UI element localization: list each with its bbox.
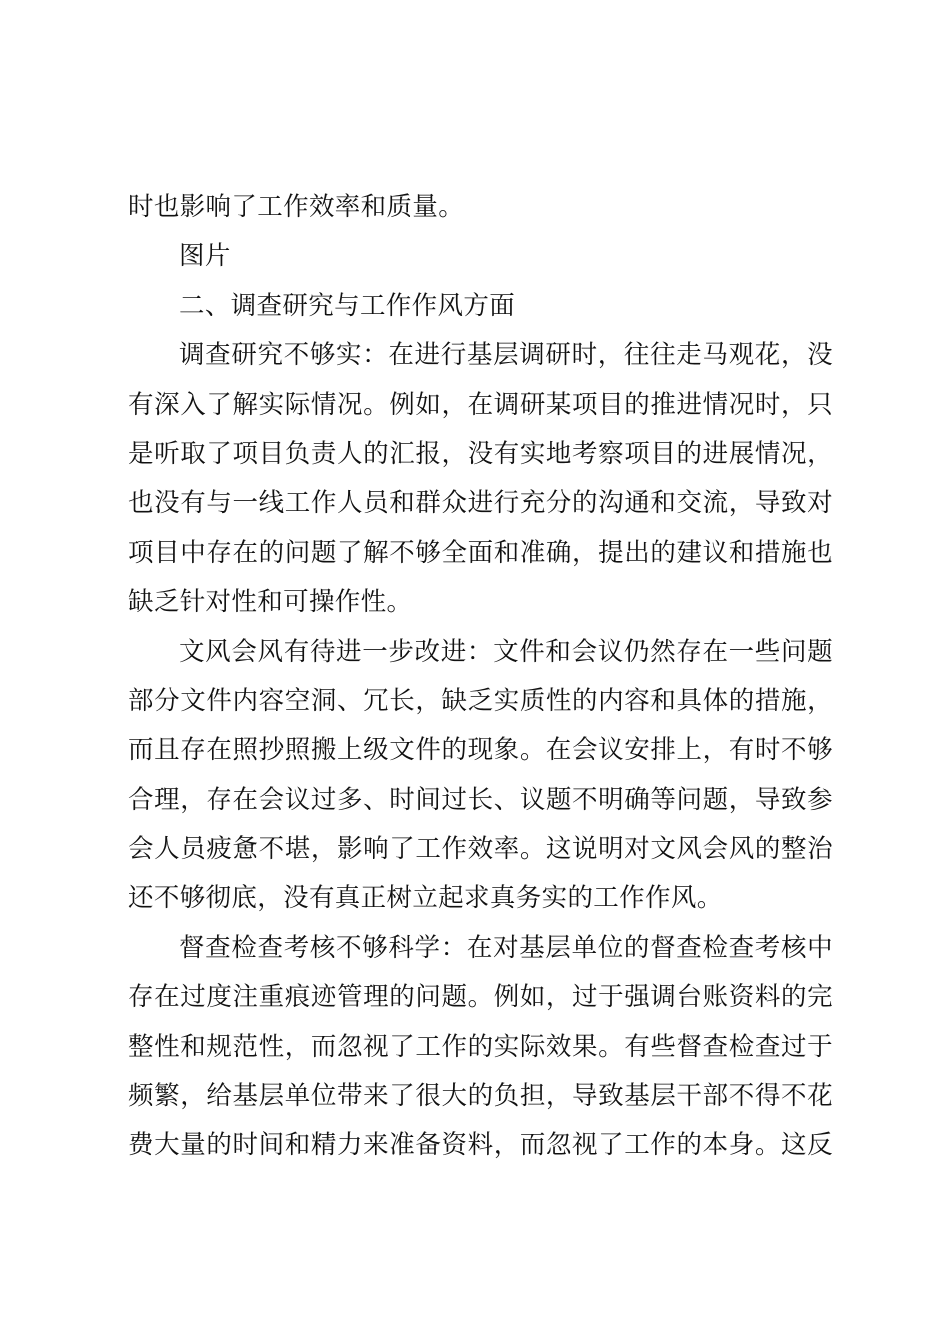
paragraph-line: 部分文件内容空洞、冗长，缺乏实质性的内容和具体的措施， xyxy=(128,685,833,716)
paragraph-line: 项目中存在的问题了解不够全面和准确，提出的建议和措施也 xyxy=(128,537,833,568)
paragraph-line: 还不够彻底，没有真正树立起求真务实的工作作风。 xyxy=(128,883,723,914)
paragraph-line: 费大量的时间和精力来准备资料，而忽视了工作的本身。这反 xyxy=(128,1130,833,1161)
paragraph-line: 会人员疲惫不堪，影响了工作效率。这说明对文风会风的整治 xyxy=(128,834,833,865)
paragraph-line: 是听取了项目负责人的汇报，没有实地考察项目的进展情况， xyxy=(128,438,833,469)
paragraph-line: 存在过度注重痕迹管理的问题。例如，过于强调台账资料的完 xyxy=(128,982,833,1013)
paragraph-line: 调查研究不够实：在进行基层调研时，往往走马观花，没 xyxy=(179,340,833,371)
paragraph-line: 整性和规范性，而忽视了工作的实际效果。有些督查检查过于 xyxy=(128,1031,833,1062)
text-line: 时也影响了工作效率和质量。 xyxy=(128,192,465,222)
paragraph-line: 合理，存在会议过多、时间过长、议题不明确等问题，导致参 xyxy=(128,784,833,815)
paragraph-line: 缺乏针对性和可操作性。 xyxy=(128,587,413,618)
paragraph-line: 也没有与一线工作人员和群众进行充分的沟通和交流，导致对 xyxy=(128,488,833,519)
paragraph-line: 频繁，给基层单位带来了很大的负担，导致基层干部不得不花 xyxy=(128,1081,833,1112)
paragraph-line: 督查检查考核不够科学：在对基层单位的督查检查考核中 xyxy=(179,932,833,963)
paragraph-line: 有深入了解实际情况。例如，在调研某项目的推进情况时，只 xyxy=(128,389,833,420)
paragraph-line: 而且存在照抄照搬上级文件的现象。在会议安排上，有时不够 xyxy=(128,735,833,766)
document-body xyxy=(128,183,833,1171)
image-placeholder-label: 图片 xyxy=(179,241,231,272)
section-heading: 二、调查研究与工作作风方面 xyxy=(179,290,516,321)
paragraph-line: 文风会风有待进一步改进：文件和会议仍然存在一些问题 xyxy=(179,636,833,667)
